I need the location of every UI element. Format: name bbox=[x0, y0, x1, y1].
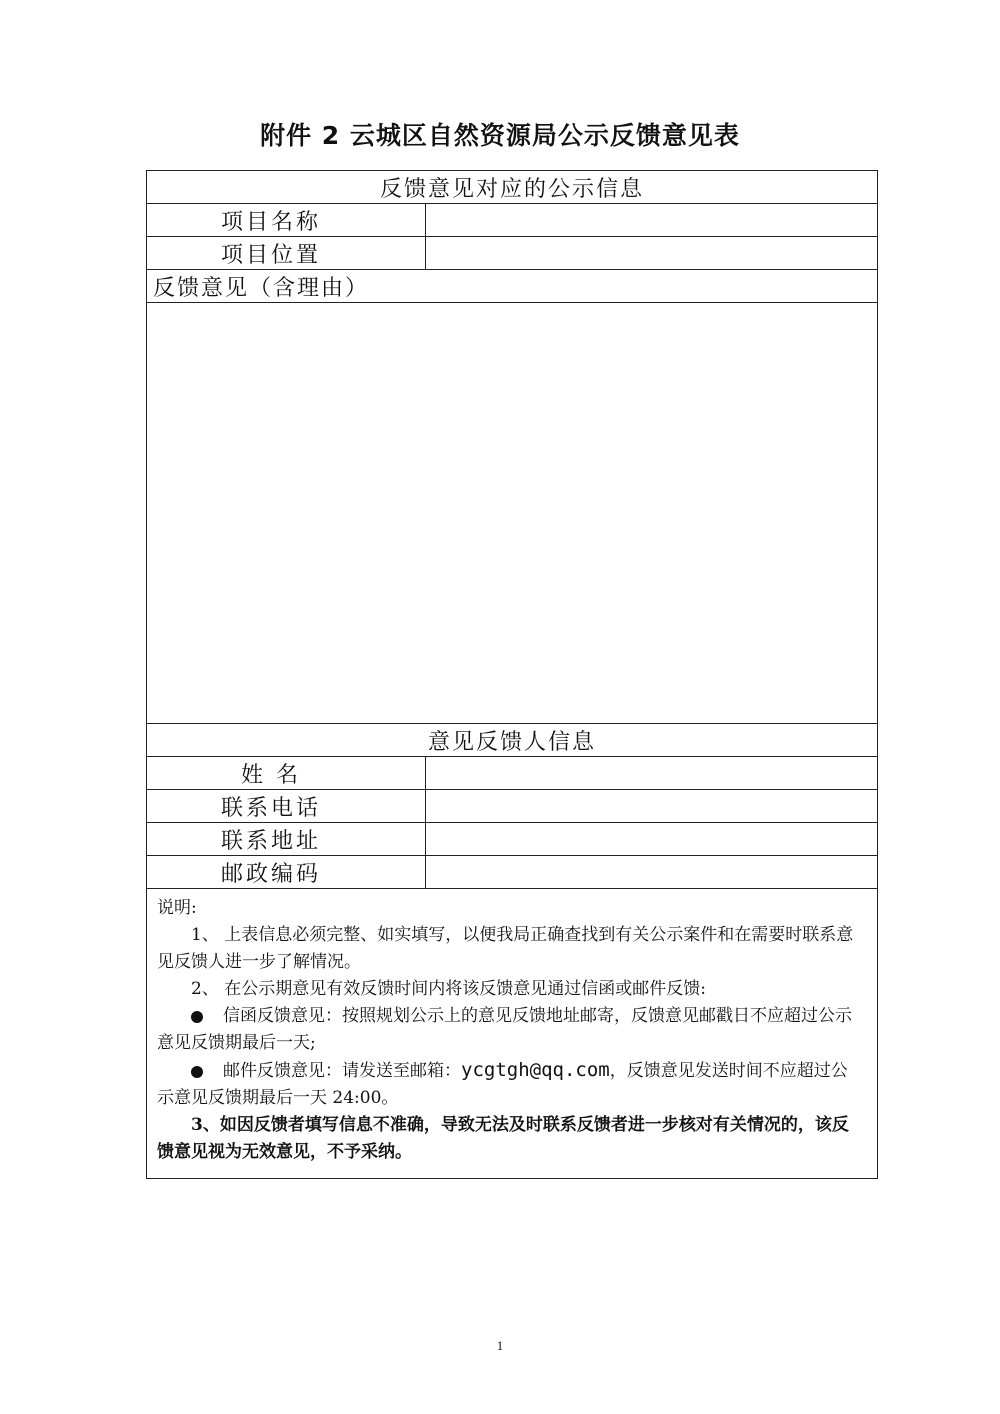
name-label: 姓 名 bbox=[147, 757, 426, 790]
table-row bbox=[147, 757, 878, 790]
email-link[interactable]: ycgtgh@qq.com bbox=[461, 1059, 610, 1081]
notes-section bbox=[147, 889, 878, 1179]
address-label: 联系地址 bbox=[147, 823, 426, 856]
feedback-form-table bbox=[146, 170, 878, 1179]
notes-heading: 说明: bbox=[157, 898, 197, 918]
table-row bbox=[147, 823, 878, 856]
notes-bullet-2 bbox=[157, 1057, 863, 1112]
table-row bbox=[147, 237, 878, 270]
bullet-icon bbox=[191, 1066, 203, 1078]
feedback-opinion-label: 反馈意见（含理由） bbox=[147, 270, 878, 303]
phone-field[interactable] bbox=[426, 790, 878, 823]
notes-item-1: 1、 上表信息必须完整、如实填写，以便我局正确查找到有关公示案件和在需要时联系意见反馈人进一步了解情况。 bbox=[157, 925, 854, 972]
bullet-icon bbox=[191, 1011, 203, 1023]
page-title: 附件 2 云城区自然资源局公示反馈意见表 bbox=[260, 121, 740, 150]
project-location-field[interactable] bbox=[426, 237, 878, 270]
table-row bbox=[147, 856, 878, 889]
page-number: 1 bbox=[496, 1338, 504, 1353]
postal-code-label: 邮政编码 bbox=[147, 856, 426, 889]
postal-code-field[interactable] bbox=[426, 856, 878, 889]
notes-bullet-2-suffix: ，反馈意见发送时间不应超过公示意见反馈期最后一天 24:00。 bbox=[157, 1061, 848, 1108]
notes-bullet-2-prefix: 邮件反馈意见：请发送至邮箱： bbox=[223, 1061, 461, 1081]
notes-item-3: 3、如因反馈者填写信息不准确，导致无法及时联系反馈者进一步核对有关情况的，该反馈意见视为无效意见，不予采纳。 bbox=[157, 1115, 849, 1162]
phone-label: 联系电话 bbox=[147, 790, 426, 823]
project-location-label: 项目位置 bbox=[147, 237, 426, 270]
notes-item-2: 2、 在公示期意见有效反馈时间内将该反馈意见通过信函或邮件反馈: bbox=[191, 979, 706, 999]
section-header-announcement-info: 反馈意见对应的公示信息 bbox=[147, 171, 878, 204]
feedback-opinion-field[interactable] bbox=[147, 303, 878, 724]
notes-bullet-1 bbox=[157, 1003, 863, 1057]
table-row bbox=[147, 204, 878, 237]
address-field[interactable] bbox=[426, 823, 878, 856]
section-header-respondent-info: 意见反馈人信息 bbox=[147, 724, 878, 757]
notes-bullet-1-text: 信函反馈意见：按照规划公示上的意见反馈地址邮寄，反馈意见邮戳日不应超过公示意见反馈期最后一天; bbox=[157, 1006, 852, 1053]
table-row bbox=[147, 790, 878, 823]
project-name-label: 项目名称 bbox=[147, 204, 426, 237]
name-field[interactable] bbox=[426, 757, 878, 790]
project-name-field[interactable] bbox=[426, 204, 878, 237]
